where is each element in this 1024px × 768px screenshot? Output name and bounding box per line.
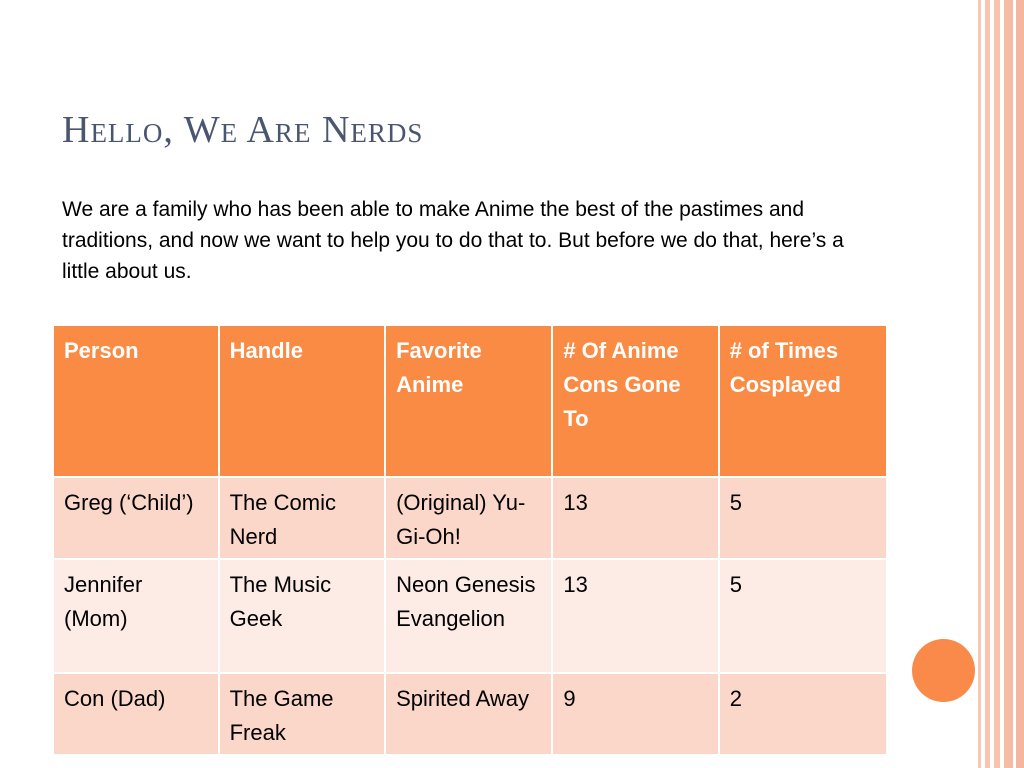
- table-cell: 5: [720, 560, 886, 672]
- intro-paragraph: We are a family who has been able to make Anime the best of the pastimes and traditions, and now we want to help you to do that to. But before we do that, here’s a little about us.: [62, 198, 844, 283]
- slide-title: Hello, We Are Nerds: [62, 109, 424, 151]
- table-cell: (Original) Yu-Gi-Oh!: [386, 478, 551, 558]
- table-cell: Neon Genesis Evangelion: [386, 560, 551, 672]
- column-header-cons-gone-to: # Of Anime Cons Gone To: [553, 326, 717, 476]
- decorative-stripe: [985, 0, 990, 768]
- table-cell: 13: [553, 478, 717, 558]
- table-cell: 5: [720, 478, 886, 558]
- table-cell: Jennifer (Mom): [54, 560, 218, 672]
- table-row: [54, 478, 886, 558]
- table-row: [54, 674, 886, 754]
- table-cell: Con (Dad): [54, 674, 218, 754]
- decorative-circle: [912, 639, 975, 702]
- column-header-times-cosplayed: # of Times Cosplayed: [720, 326, 886, 476]
- decorative-stripe: [994, 0, 1000, 768]
- table-cell: 13: [553, 560, 717, 672]
- column-header-person: Person: [54, 326, 218, 476]
- table-cell: Spirited Away: [386, 674, 551, 754]
- column-header-favorite-anime: Favorite Anime: [386, 326, 551, 476]
- table-cell: 9: [553, 674, 717, 754]
- decorative-stripe: [978, 0, 981, 768]
- table-cell: The Comic Nerd: [220, 478, 385, 558]
- table-cell: The Game Freak: [220, 674, 385, 754]
- family-table: [52, 324, 888, 756]
- decorative-stripe: [1004, 0, 1013, 768]
- table-cell: Greg (‘Child’): [54, 478, 218, 558]
- table-row: [54, 560, 886, 672]
- column-header-handle: Handle: [220, 326, 385, 476]
- table-cell: 2: [720, 674, 886, 754]
- table-header-row: [54, 326, 886, 476]
- table-cell: The Music Geek: [220, 560, 385, 672]
- decorative-stripe: [1016, 0, 1024, 768]
